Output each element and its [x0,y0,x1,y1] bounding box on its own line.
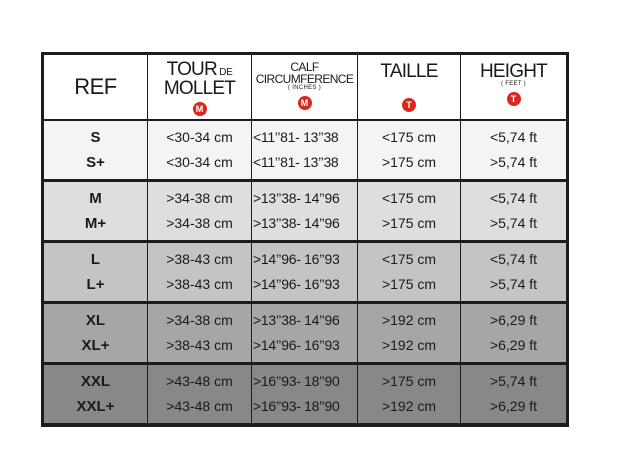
header-mollet-de: DE [216,67,233,78]
height-value: >5,74 ft [489,373,538,389]
taille-cell [358,243,461,301]
ref-cell [44,243,148,301]
height-value: >5,74 ft [489,215,538,231]
height-value: <5,74 ft [489,129,538,145]
mollet-cell [148,243,252,301]
mollet-value: >34-38 cm [166,215,233,231]
height-value: >5,74 ft [489,276,538,292]
ref-value: S [90,129,101,146]
size-group-m [44,182,566,240]
calf-badge-icon: M [298,96,312,110]
mollet-value: >34-38 cm [166,190,233,206]
taille-cell [358,182,461,240]
mollet-cell [148,304,252,362]
header-ref-label: REF [74,74,117,99]
taille-value: <175 cm [381,129,437,145]
size-group-xl [44,304,566,362]
header-circumference-label: CIRCUMFERENCE [255,72,354,86]
calf-cell [252,304,358,362]
size-group-l [44,243,566,301]
calf-value: >14’’96- 16’’93 [253,276,340,292]
ref-cell [44,365,148,423]
taille-value: >175 cm [381,215,437,231]
ref-value: S+ [86,154,105,171]
taille-cell [358,304,461,362]
mollet-badge-icon: M [193,102,207,116]
calf-value: >13’’38- 14’’96 [253,190,340,206]
header-ref [44,55,148,119]
header-taille [358,55,461,119]
header-tour-de-mollet [148,55,252,119]
ref-value: XL [85,312,106,329]
ref-cell [44,182,148,240]
height-cell [461,182,566,240]
mollet-cell [148,365,252,423]
calf-value: >13’’38- 14’’96 [253,312,340,328]
height-cell [461,304,566,362]
height-cell [461,365,566,423]
taille-badge-icon: T [402,98,416,112]
ref-cell [44,304,148,362]
taille-value: >192 cm [381,337,437,353]
ref-value: M+ [84,215,107,232]
mollet-value: >34-38 cm [166,312,233,328]
ref-value: M [89,190,102,207]
mollet-value: >38-43 cm [166,276,233,292]
header-feet-label: ( FEET ) [501,81,526,87]
mollet-cell [148,121,252,179]
height-value: >6,29 ft [489,337,538,353]
table-header [44,55,566,119]
taille-value: >175 cm [381,154,437,170]
height-cell [461,243,566,301]
header-inches-label: ( INCHES ) [288,85,321,91]
calf-cell [252,365,358,423]
taille-cell [358,121,461,179]
calf-value: >14’’96- 16’’93 [253,251,340,267]
ref-value: L [90,251,101,268]
calf-cell [252,121,358,179]
taille-value: >175 cm [381,373,437,389]
height-badge-icon: T [507,92,521,106]
size-group-xxl [44,365,566,423]
calf-value: >16’’93- 18’’90 [253,373,340,389]
taille-value: <175 cm [381,251,437,267]
ref-value: L+ [86,276,105,293]
calf-cell [252,182,358,240]
mollet-cell [148,182,252,240]
height-cell [461,121,566,179]
ref-cell [44,121,148,179]
header-mollet-tour: TOUR [166,59,217,80]
calf-value: <11’’81- 13’’38 [253,129,339,145]
size-chart-table [41,52,569,427]
mollet-value: <30-34 cm [166,154,233,170]
header-height-label: HEIGHT [480,61,547,82]
ref-value: XXL [80,373,111,390]
header-calf-label: CALF [290,60,319,74]
header-mollet-label: MOLLET [163,78,236,99]
taille-value: >175 cm [381,276,437,292]
calf-value: >16’’93- 18’’90 [253,398,340,414]
height-value: <5,74 ft [489,251,538,267]
height-value: <5,74 ft [489,190,538,206]
header-calf-circumference [252,55,358,119]
header-height [461,55,566,119]
height-value: >5,74 ft [489,154,538,170]
mollet-value: <30-34 cm [166,129,233,145]
size-group-s [44,121,566,179]
mollet-value: >43-48 cm [166,373,233,389]
calf-value: >13’’38- 14’’96 [253,215,340,231]
taille-value: >192 cm [381,312,437,328]
mollet-value: >38-43 cm [166,251,233,267]
ref-value: XXL+ [76,398,115,415]
header-taille-label: TAILLE [380,61,438,82]
taille-value: <175 cm [381,190,437,206]
calf-cell [252,243,358,301]
ref-value: XL+ [81,337,110,354]
mollet-value: >43-48 cm [166,398,233,414]
calf-value: >14’’96- 16’’93 [253,337,340,353]
taille-cell [358,365,461,423]
calf-value: <11’’81- 13’’38 [253,154,339,170]
taille-value: >192 cm [381,398,437,414]
height-value: >6,29 ft [489,398,538,414]
height-value: >6,29 ft [489,312,538,328]
mollet-value: >38-43 cm [166,337,233,353]
